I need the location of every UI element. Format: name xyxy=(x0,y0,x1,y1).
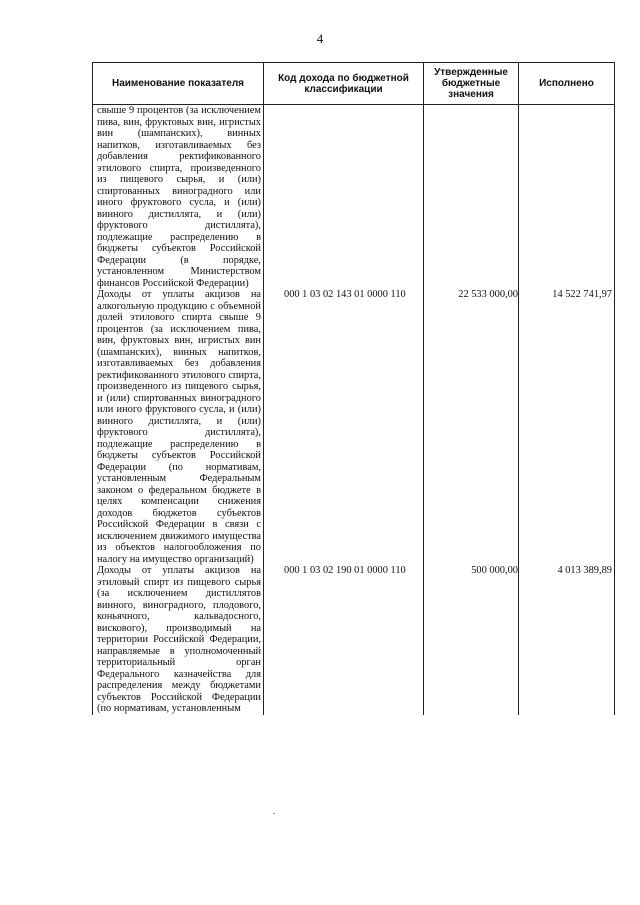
header-code: Код дохода по бюджетной классификации xyxy=(264,63,424,105)
table-row xyxy=(93,105,615,290)
row-done: 4 013 389,89 xyxy=(557,565,612,576)
row-name: Доходы от уплаты акцизов на алкогольную продукцию с объемной долей этилового спирта свыше 9 процентов (за исключением пива, вин, фруктовых вин, игристых вин (шампанских), винных напитков, изготавливаемых без добавления ректификованного этилового спирта, произведенного из пищевого сырья, и (или) спиртованных виноградного или иного фруктового сусла, и (или) винного дистиллята, и (или) фруктового дистиллята), подлежащие распределению в бюджеты субъектов Российской Федерации (по нормативам, установленным Федеральным законом о федеральном бюджете в целях компенсации снижения доходов бюджетов субъектов Российской Федерации в связи с исключением движимого имущества из объектов налогообложения по налогу на имущество организаций) xyxy=(97,289,261,565)
scan-speck xyxy=(273,813,275,814)
page-number: 4 xyxy=(316,31,324,46)
header-name: Наименование показателя xyxy=(93,63,264,105)
table-row xyxy=(93,565,615,715)
budget-table xyxy=(92,62,615,715)
row-code: 000 1 03 02 190 01 0000 110 xyxy=(284,565,406,576)
header-done: Исполнено xyxy=(519,63,615,105)
row-approved: 500 000,00 xyxy=(471,565,518,576)
table-header-row xyxy=(93,63,615,105)
header-approved: Утвержденные бюджетные значения xyxy=(424,63,519,105)
row-code: 000 1 03 02 143 01 0000 110 xyxy=(284,289,406,300)
row-approved: 22 533 000,00 xyxy=(458,289,518,300)
table-row xyxy=(93,289,615,565)
row-name: Доходы от уплаты акцизов на этиловый спирт из пищевого сырья (за исключением дистиллятов винного, виноградного, плодового, коньячного, кальвадосного, вискового), производимый на территории Российской Федерации, направляемые в уполномоченный территориальный орган Федерального казначейства для распределения между бюджетами субъектов Российской Федерации (по нормативам, установленным xyxy=(97,565,261,714)
row-done: 14 522 741,97 xyxy=(552,289,612,300)
row-name: свыше 9 процентов (за исключением пива, вин, фруктовых вин, игристых вин (шампанских), винных напитков, изготавливаемых без добавления ректификованного этилового спирта, произведенного из пищевого сырья, и (или) спиртованных виноградного или иного фруктового сусла, и (или) винного дистиллята, и (или) фруктового дистиллята), подлежащие распределению в бюджеты субъектов Российской Федерации (в порядке, установленном Министерством финансов Российской Федерации) xyxy=(97,105,261,289)
